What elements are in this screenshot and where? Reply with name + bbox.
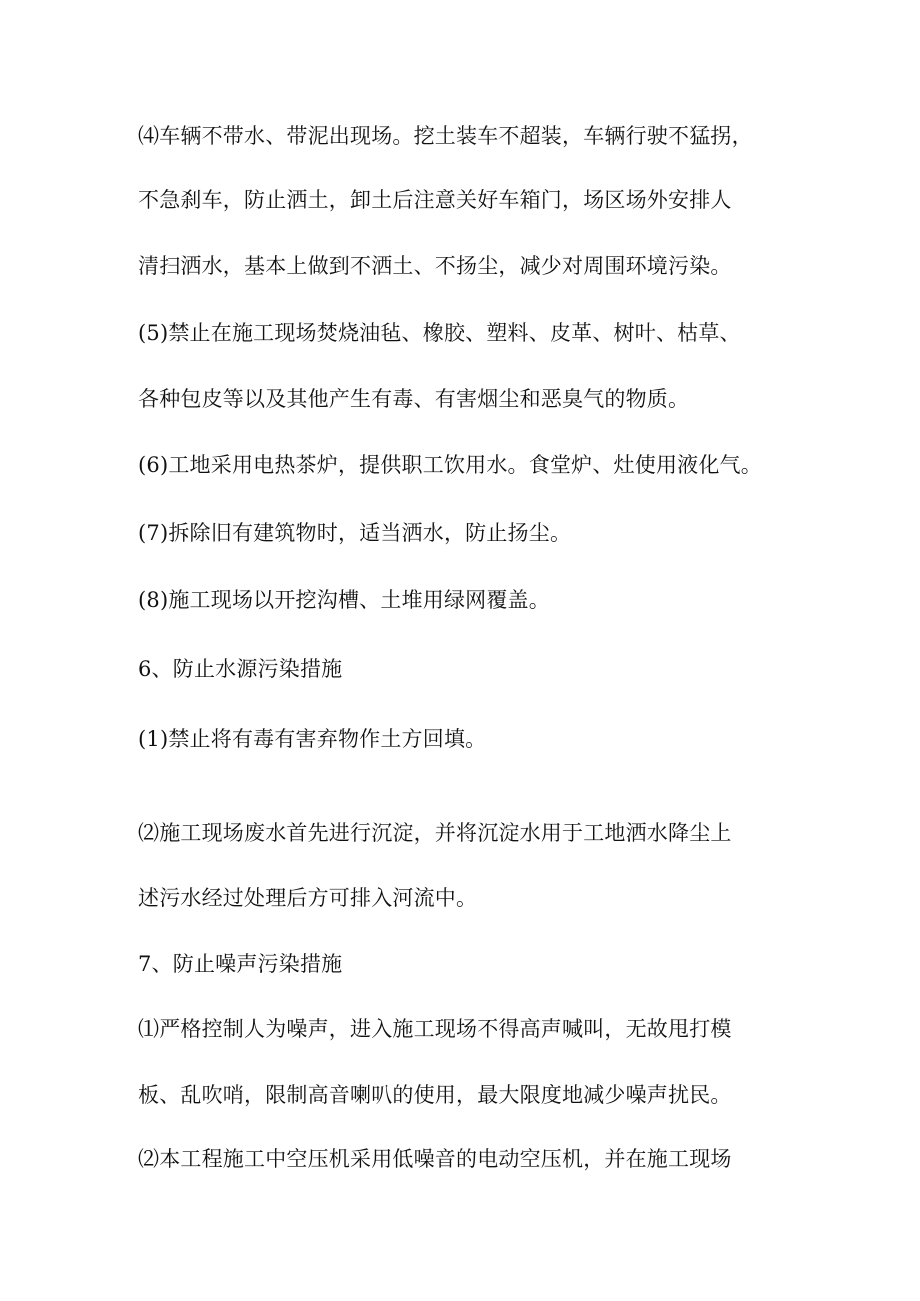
paragraph-line: 不急刹车，防止洒土，卸土后注意关好车箱门，场区场外安排人 [138,188,732,212]
section-heading: 7、防止噪声污染措施 [138,952,343,976]
paragraph-line: (8)施工现场以开挖沟槽、土堆用绿网覆盖。 [138,588,550,612]
paragraph-line: 板、乱吹哨，限制高音喇叭的使用，最大限度地减少噪声扰民。 [138,1083,732,1107]
paragraph-line: 清扫洒水，基本上做到不洒土、不扬尘，减少对周围环境污染。 [138,254,732,278]
paragraph-line: ⑵本工程施工中空压机采用低噪音的电动空压机，并在施工现场 [138,1147,732,1171]
paragraph-line: 各种包皮等以及其他产生有毒、有害烟尘和恶臭气的物质。 [138,387,690,411]
paragraph-line: ⑵施工现场废水首先进行沉淀，并将沉淀水用于工地洒水降尘上 [138,821,732,845]
paragraph-line: (6)工地采用电热茶炉，提供职工饮用水。食堂炉、灶使用液化气。 [138,453,762,477]
paragraph-line: 述污水经过处理后方可排入河流中。 [138,886,478,910]
paragraph-line: (7)拆除旧有建筑物时，适当洒水，防止扬尘。 [138,521,572,545]
paragraph-line: ⑷车辆不带水、带泥出现场。挖土装车不超装，车辆行驶不猛拐， [138,124,753,148]
paragraph-line: (5)禁止在施工现场焚烧油毡、橡胶、塑料、皮革、树叶、枯草、 [138,321,741,345]
paragraph-line: ⑴严格控制人为噪声，进入施工现场不得高声喊叫，无故甩打模 [138,1017,732,1041]
paragraph-line: (1)禁止将有毒有害弃物作土方回填。 [138,727,487,751]
section-heading: 6、防止水源污染措施 [138,657,343,681]
